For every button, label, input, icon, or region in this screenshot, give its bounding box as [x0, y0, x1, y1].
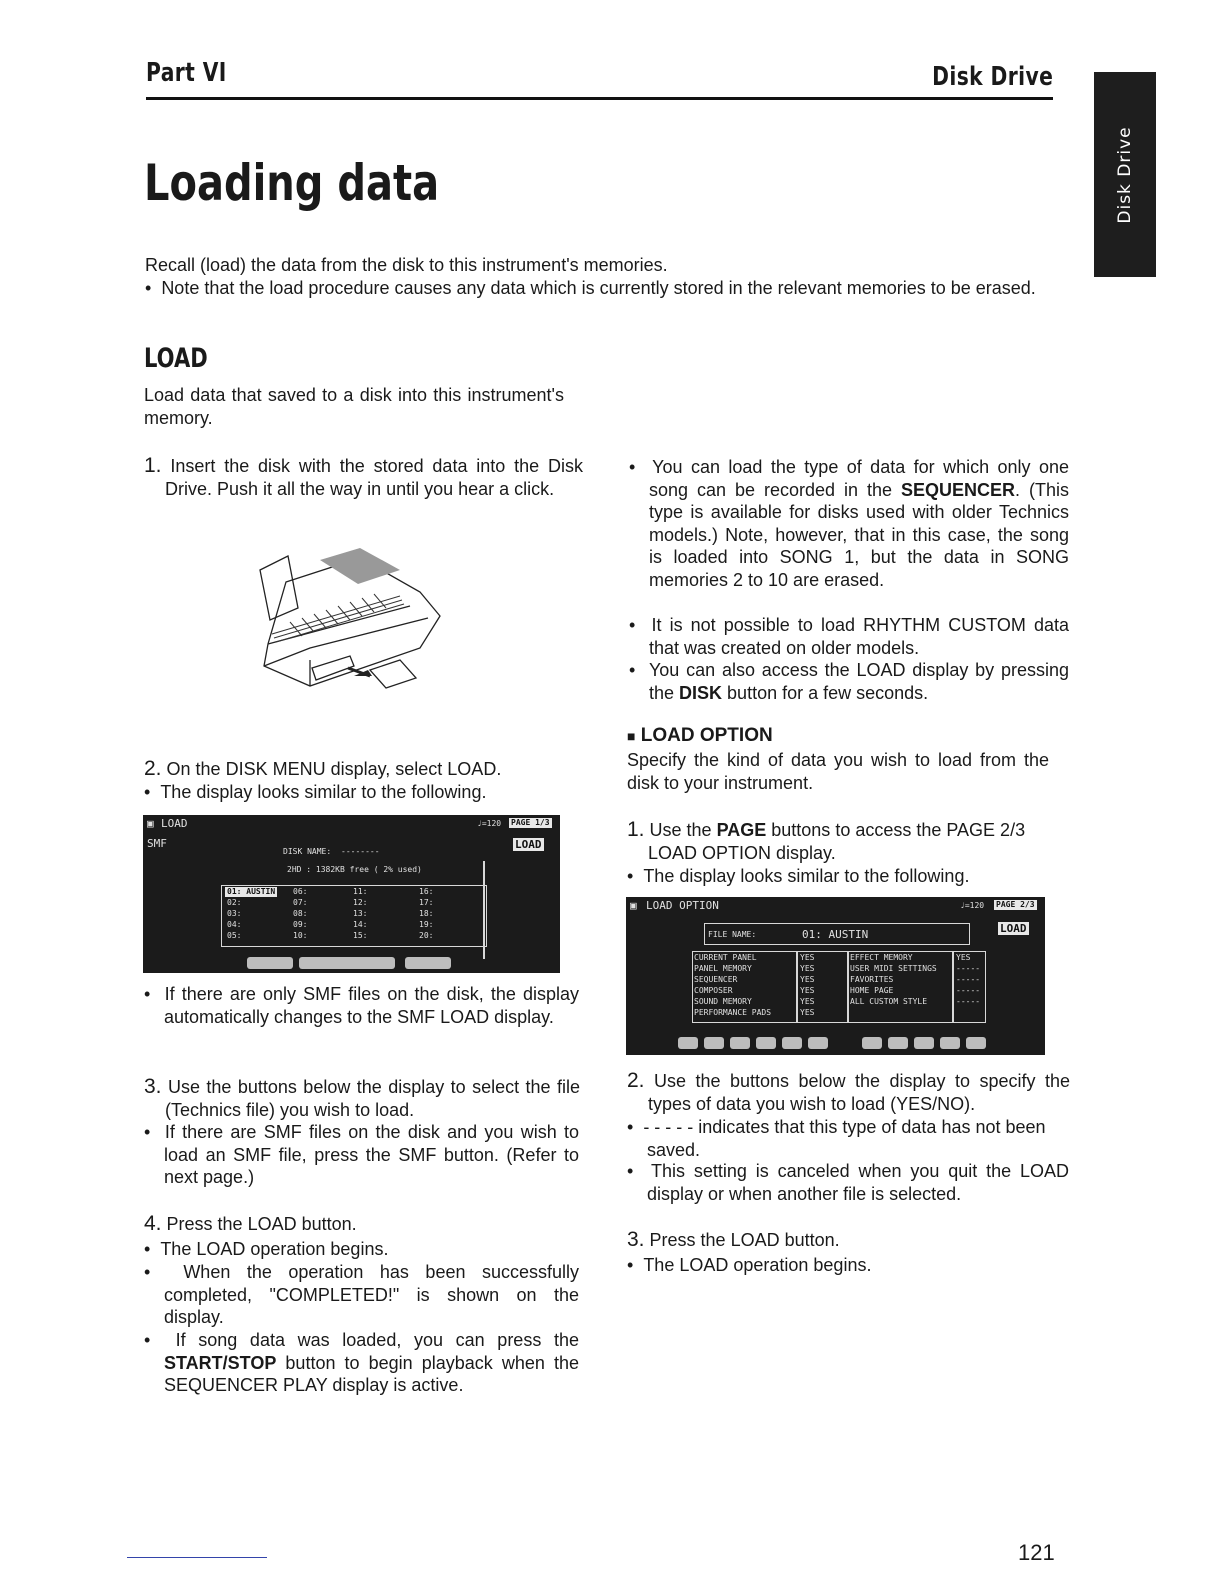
page-number: 121: [1018, 1540, 1055, 1565]
lcd1-file-10[interactable]: 10:: [293, 931, 308, 940]
right-b1-post: . (This type is available for disks used with older Technics models.) Note, however, that in this case, the song is loaded into SONG 1, but the data in SONG memories 2 to 10 are erased.: [649, 479, 1069, 590]
song-pre: If song data was loaded, you can press the: [175, 1330, 579, 1350]
lcd2-btn-10[interactable]: [940, 1037, 960, 1049]
option-step-2-num: 2.: [627, 1069, 645, 1092]
step-4-bullet-1: • The LOAD operation begins.: [144, 1239, 389, 1259]
lcd2-opt-all-custom-style: ALL CUSTOM STYLE: [850, 997, 928, 1006]
lcd1-load-button[interactable]: LOAD: [515, 838, 542, 851]
lcd1-scroll-button[interactable]: [299, 957, 395, 969]
right-b1-pre: You can load the type of data for which only one song can be recorded in the: [649, 457, 1069, 500]
lcd1-file-12[interactable]: 12:: [353, 898, 368, 907]
load-option-heading: [627, 725, 773, 747]
right-bullet-2: • It is not possible to load RHYTHM CUSTOM data that was created on older models.: [629, 615, 1069, 658]
option-step-2-bullet-2: • This setting is canceled when you quit the LOAD display or when another file is selected.: [627, 1161, 1069, 1204]
lcd1-next-button[interactable]: [405, 957, 451, 969]
right-bullet-1: • You can load the type of data for which only one song can be recorded in the SEQUENCER. (This type is available for disks used with older Technics models.) Note, however, that in this case, the song is loaded into SONG 1, but the data in SONG memories 2 to 10 are erased.: [629, 457, 1069, 590]
lcd1-file-20[interactable]: 20:: [419, 931, 434, 940]
step-3-bullet: • If there are SMF files on the disk and you wish to load an SMF file, press the SMF button. (Refer to next page.): [144, 1122, 579, 1187]
lcd1-file-15[interactable]: 15:: [353, 931, 368, 940]
lcd2-file-name-label: FILE NAME:: [708, 930, 757, 939]
lcd1-file-13[interactable]: 13:: [353, 909, 368, 918]
step-4-text: Press the LOAD button.: [166, 1214, 357, 1234]
lcd2-opt-current-panel: CURRENT PANEL: [694, 953, 757, 962]
step-4-bullet-1-text: The LOAD operation begins.: [160, 1239, 389, 1259]
option-step-3-bullet: • The LOAD operation begins.: [627, 1255, 872, 1275]
option-step-3-text: Press the LOAD button.: [649, 1230, 840, 1250]
option-step-1-bullet-text: The display looks similar to the following.: [643, 866, 970, 886]
lcd2-opt-panel-memory: PANEL MEMORY: [694, 964, 752, 973]
lcd2-load-button[interactable]: LOAD: [1000, 922, 1027, 935]
step-3-bullet-text: If there are SMF files on the disk and you wish to load an SMF file, press the SMF button. (Refer to next page.): [164, 1122, 579, 1187]
page-label: PAGE: [716, 820, 767, 840]
step-4: [144, 1213, 580, 1236]
smf-note-text: If there are only SMF files on the disk, the display automatically changes to the SMF LOAD display.: [164, 984, 579, 1027]
lcd1-file-02[interactable]: 02:: [227, 898, 242, 907]
load-option-heading-text: LOAD OPTION: [640, 725, 773, 746]
lcd1-file-14[interactable]: 14:: [353, 920, 368, 929]
smf-note: • If there are only SMF files on the disk, the display automatically changes to the SMF LOAD display.: [144, 984, 579, 1027]
option-step-2-bullet-1-text: - - - - - indicates that this type of data has not been saved.: [643, 1117, 1046, 1160]
option-step-1: [627, 819, 1070, 864]
lcd1-file-11[interactable]: 11:: [353, 887, 368, 896]
square-bullet-icon: ■: [627, 728, 636, 744]
lcd1-file-05[interactable]: 05:: [227, 931, 242, 940]
floppy-disk: [370, 660, 416, 688]
lcd2-opt-user-midi: USER MIDI SETTINGS: [850, 964, 937, 973]
step-3-num: 3.: [144, 1075, 162, 1098]
lcd2-val-composer[interactable]: YES: [800, 986, 815, 995]
lcd1-prev-button[interactable]: [247, 957, 293, 969]
lcd2-title: LOAD OPTION: [646, 899, 719, 912]
option-step-1-post: buttons to access the PAGE 2/3 LOAD OPTION display.: [648, 820, 1026, 863]
step-2-num: 2.: [144, 757, 162, 780]
lcd1-file-19[interactable]: 19:: [419, 920, 434, 929]
intro-note-text: Note that the load procedure causes any data which is currently stored in the relevant memories to be erased.: [161, 278, 1036, 298]
footer-rule: [127, 1557, 267, 1558]
right-b3-post: button for a few seconds.: [722, 682, 929, 703]
start-stop-label: START/STOP: [164, 1352, 277, 1373]
step-2-bullet-text: The display looks similar to the following.: [160, 782, 487, 802]
option-step-2-text: Use the buttons below the display to specify the types of data you wish to load (YES/NO).: [648, 1071, 1070, 1114]
lcd1-file-03[interactable]: 03:: [227, 909, 242, 918]
header-rule: [146, 97, 1053, 100]
disk-label: DISK: [679, 682, 723, 703]
right-bullet-3: • You can also access the LOAD display by pressing the DISK button for a few seconds.: [629, 660, 1069, 703]
lcd1-file-18[interactable]: 18:: [419, 909, 434, 918]
lcd1-file-17[interactable]: 17:: [419, 898, 434, 907]
step-1-num: 1.: [144, 454, 162, 477]
lcd2-btn-4[interactable]: [756, 1037, 776, 1049]
step-2-text: On the DISK MENU display, select LOAD.: [166, 759, 502, 779]
lcd2-val-panel-memory[interactable]: YES: [800, 964, 815, 973]
lcd1-divider: [483, 861, 485, 959]
lcd2-val-user-midi[interactable]: -----: [956, 964, 981, 973]
right-b3-pre: You can also access the LOAD display by pressing the: [648, 660, 1069, 703]
step-3: [144, 1076, 580, 1121]
lcd2-btn-8[interactable]: [888, 1037, 908, 1049]
page-title: Loading data: [144, 154, 440, 212]
option-step-1-num: 1.: [627, 818, 645, 841]
step-1: [144, 455, 583, 500]
option-step-3: [627, 1229, 1070, 1252]
lcd2-btn-6[interactable]: [808, 1037, 828, 1049]
music-stand: [260, 556, 298, 620]
disk-slot: [312, 656, 354, 680]
lcd2-btn-1[interactable]: [678, 1037, 698, 1049]
lcd2-file-name-value: 01: AUSTIN: [802, 928, 869, 941]
lcd2-disk-icon: ▣: [630, 899, 637, 912]
lcd2-opt-sequencer: SEQUENCER: [694, 975, 738, 984]
lcd-load-screen: [143, 815, 560, 973]
lcd1-file-04[interactable]: 04:: [227, 920, 242, 929]
lcd2-btn-2[interactable]: [704, 1037, 724, 1049]
option-step-3-num: 3.: [627, 1228, 645, 1251]
load-heading: LOAD: [144, 343, 208, 374]
option-step-2-bullet-2-text: This setting is canceled when you quit the LOAD display or when another file is selected.: [647, 1161, 1069, 1204]
side-tab: [1094, 72, 1156, 277]
step-4-bullet-2-text: When the operation has been successfully completed, "COMPLETED!" is shown on the display.: [164, 1262, 580, 1327]
lcd2-val-home-page[interactable]: -----: [956, 986, 981, 995]
lcd2-val-favorites[interactable]: -----: [956, 975, 981, 984]
lcd2-val-sound-memory[interactable]: YES: [800, 997, 815, 1006]
step-4-num: 4.: [144, 1212, 162, 1235]
lcd1-page-tab[interactable]: PAGE 1/3: [511, 818, 550, 827]
lcd2-page-tab[interactable]: PAGE 2/3: [996, 900, 1035, 909]
right-b2-text: It is not possible to load RHYTHM CUSTOM data that was created on older models.: [649, 615, 1069, 658]
lcd1-disk-icon: ▣: [147, 817, 154, 830]
lcd1-disk-name-label: DISK NAME:: [283, 847, 332, 856]
option-step-2-bullet-1: • - - - - - indicates that this type of data has not been saved.: [627, 1117, 1046, 1160]
step-2-bullet: • The display looks similar to the following.: [144, 782, 487, 802]
step-4-bullet-3: • If song data was loaded, you can press the START/STOP button to begin playback when the SEQUENCER PLAY display is active.: [144, 1330, 579, 1395]
lcd2-opt-sound-memory: SOUND MEMORY: [694, 997, 752, 1006]
lcd1-file-06[interactable]: 06:: [293, 887, 308, 896]
lcd2-opt-performance-pads: PERFORMANCE PADS: [694, 1008, 772, 1017]
lcd2-val-effect-memory[interactable]: YES: [956, 953, 971, 962]
sequencer-label: SEQUENCER: [900, 479, 1016, 500]
lcd2-val-performance-pads[interactable]: YES: [800, 1008, 815, 1017]
lcd1-disk-name-value: --------: [341, 847, 380, 856]
lcd1-capacity: 2HD : 1382KB free ( 2% used): [287, 865, 422, 874]
lcd2-opt-composer: COMPOSER: [694, 986, 733, 995]
option-step-3-bullet-text: The LOAD operation begins.: [643, 1255, 872, 1275]
lcd1-file-selected[interactable]: 01: AUSTIN: [227, 887, 276, 896]
lcd2-opt-home-page: HOME PAGE: [850, 986, 894, 995]
lcd-load-option-screen: [626, 897, 1045, 1055]
lcd2-tempo: ♩=120: [960, 901, 985, 910]
option-step-1-bullet: • The display looks similar to the following.: [627, 866, 970, 886]
lcd2-val-all-custom-style[interactable]: -----: [956, 997, 981, 1006]
lcd2-val-current-panel[interactable]: YES: [800, 953, 815, 962]
keyboard-illustration: [250, 548, 450, 718]
lcd2-opt-effect-memory: EFFECT MEMORY: [850, 953, 913, 962]
lcd2-btn-5[interactable]: [782, 1037, 802, 1049]
lcd2-btn-3[interactable]: [730, 1037, 750, 1049]
lcd2-opt-favorites: FAVORITES: [850, 975, 894, 984]
lcd2-val-sequencer[interactable]: YES: [800, 975, 815, 984]
option-step-1-pre: Use the: [649, 820, 717, 840]
step-1-text: Insert the disk with the stored data into the Disk Drive. Push it all the way in until you hear a click.: [165, 456, 583, 499]
side-tab-label: Disk Drive: [1115, 125, 1135, 224]
part-label: Part VI: [146, 58, 227, 88]
lcd1-mode: SMF: [147, 837, 167, 850]
section-label: Disk Drive: [931, 62, 1053, 92]
load-description: Load data that saved to a disk into this instrument's memory.: [144, 385, 564, 428]
lcd1-file-08[interactable]: 08:: [293, 909, 308, 918]
intro-text: Recall (load) the data from the disk to this instrument's memories.: [145, 255, 668, 275]
panel-display: [320, 548, 400, 584]
load-option-desc: Specify the kind of data you wish to load from the disk to your instrument.: [627, 750, 1049, 793]
lcd1-file-07[interactable]: 07:: [293, 898, 308, 907]
lcd2-btn-11[interactable]: [966, 1037, 986, 1049]
song-post: button to begin playback when the SEQUENCER PLAY display is active.: [164, 1352, 579, 1395]
step-2: [144, 758, 585, 781]
lcd1-tempo: ♩=120: [477, 819, 502, 828]
lcd2-btn-9[interactable]: [914, 1037, 934, 1049]
intro-note: • Note that the load procedure causes any data which is currently stored in the relevant memories to be erased.: [145, 278, 1036, 298]
option-step-2: [627, 1070, 1070, 1115]
step-3-text: Use the buttons below the display to select the file (Technics file) you wish to load.: [165, 1077, 580, 1120]
lcd1-file-16[interactable]: 16:: [419, 887, 434, 896]
step-4-bullet-2: • When the operation has been successfully completed, "COMPLETED!" is shown on the display.: [144, 1262, 580, 1327]
section-label-wrap: [898, 62, 1053, 92]
lcd1-file-09[interactable]: 09:: [293, 920, 308, 929]
lcd2-btn-7[interactable]: [862, 1037, 882, 1049]
lcd1-title: LOAD: [161, 817, 188, 830]
